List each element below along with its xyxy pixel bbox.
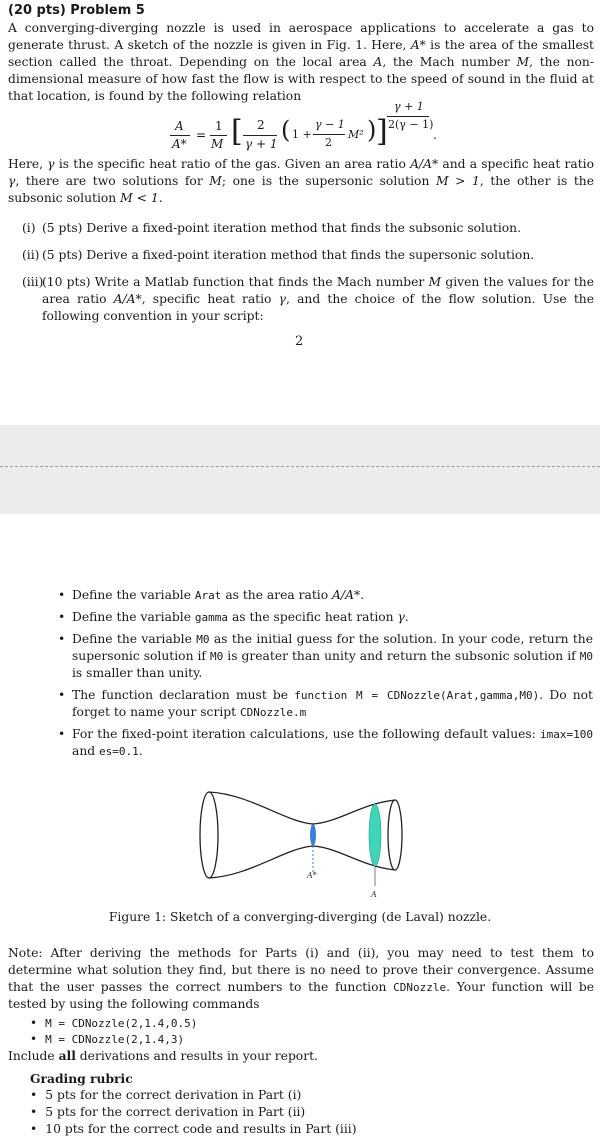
command-2: • M = CDNozzle(2,1.4,3) — [30, 1032, 185, 1046]
include-sentence: Include all derivations and results in your report. — [8, 1048, 318, 1063]
nozzle-upper-wall — [209, 792, 395, 824]
rubric-item-2: • 5 pts for the correct derivation in Part (ii) — [30, 1105, 306, 1119]
intro-paragraph: A converging-diverging nozzle is used in aerospace applications to accelerate a gas to generate thrust. A sketch of the nozzle is given in Fig. 1. Here, A* is the area of the smallest section called the throat. Depending on the local area A, the Mach number M, the non-dimensional measure of how fast the flow is with respect to the speed of sound in the fluid at that location, is found by the following relation — [8, 21, 594, 103]
page-number: 2 — [295, 334, 304, 349]
exit-label: A — [371, 890, 377, 899]
throat-section — [310, 824, 316, 846]
rubric-item-1: • 5 pts for the correct derivation in Part (i) — [30, 1088, 302, 1102]
nozzle-sketch — [190, 780, 420, 905]
area-mach-equation: A A* = 1 M [ 2 γ + 1 ( 1 + γ − 1 2 M² ) ] γ + 1 2(γ − 1) . — [172, 100, 437, 151]
inlet-ellipse — [200, 792, 218, 878]
rubric-item-3: • 10 pts for the correct code and results in Part (iii) — [30, 1122, 357, 1136]
page-gap-top — [0, 425, 600, 467]
note-paragraph: Note: After deriving the methods for Parts (i) and (ii), you may need to test them to determine what solution they find, but there is no need to prove their convergence. Assume that the user passes the correct numbers to the function CDNozzle. Your function will be tested by using the following commands — [8, 946, 594, 1011]
after-equation-paragraph: Here, γ is the specific heat ratio of the gas. Given an area ratio A/A* and a specific heat ratio γ, there are two solutions for M; one is the supersonic solution M > 1, the other is the subsonic solution M < 1. — [8, 157, 594, 205]
figure-caption: Figure 1: Sketch of a converging-diverging (de Laval) nozzle. — [108, 910, 492, 924]
page-gap-bottom — [0, 467, 600, 514]
throat-label: A* — [307, 871, 317, 880]
exit-section — [369, 804, 381, 866]
outlet-ellipse — [388, 800, 402, 870]
nozzle-lower-wall — [209, 846, 395, 878]
rubric-title: Grading rubric — [30, 1071, 133, 1086]
command-1: • M = CDNozzle(2,1.4,0.5) — [30, 1016, 198, 1030]
problem-title: (20 pts) Problem 5 — [8, 3, 145, 18]
